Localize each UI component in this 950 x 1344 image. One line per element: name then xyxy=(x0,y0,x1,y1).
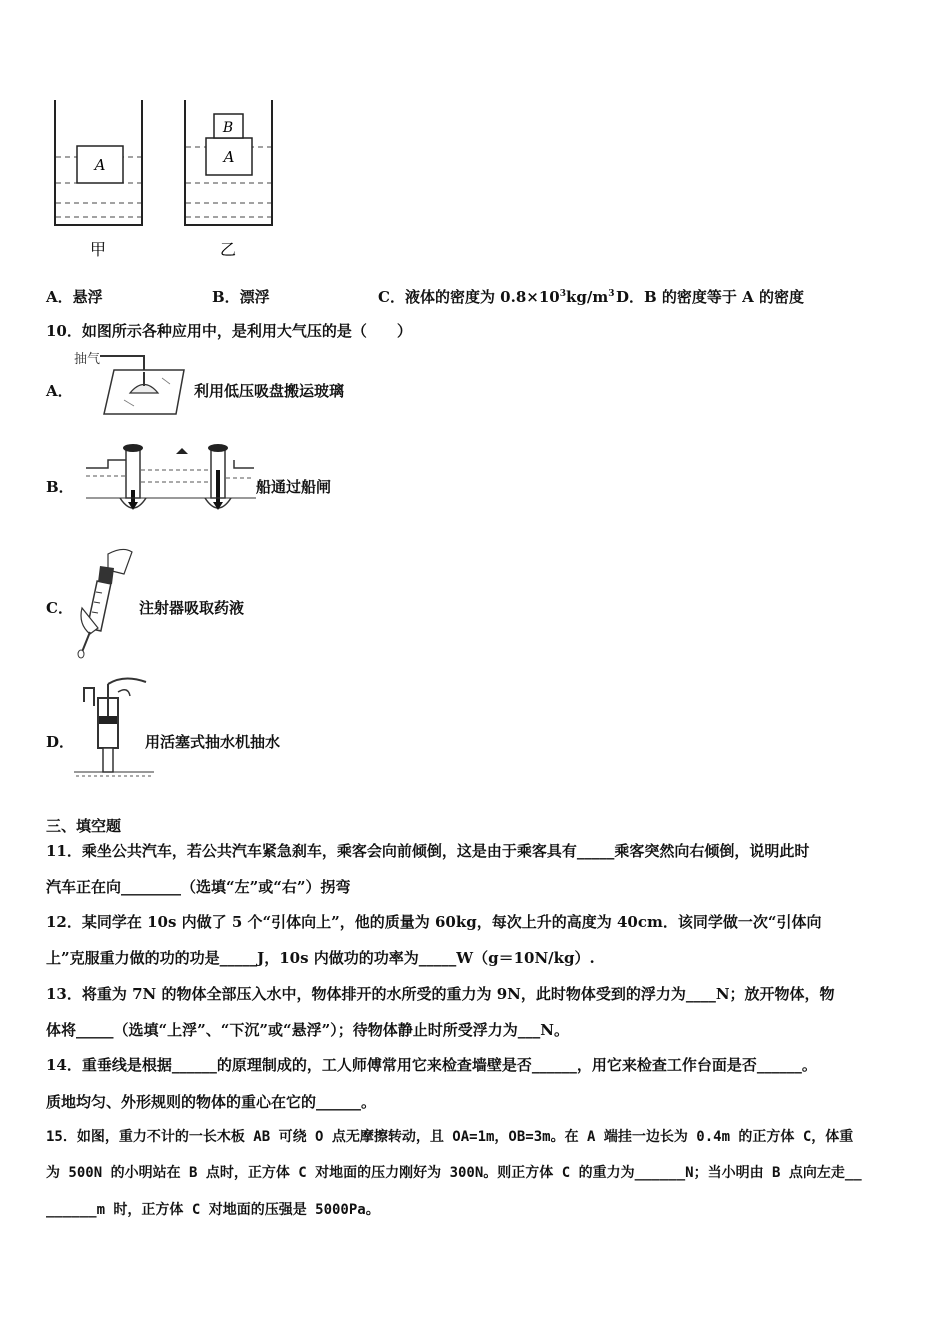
q10-stem: 10．如图所示各种应用中，是利用大气压的是（ ） xyxy=(46,322,412,340)
suction-cup-figure xyxy=(72,348,192,423)
syringe-figure xyxy=(68,544,138,659)
q12-line1: 12．某同学在 10s 内做了 5 个“引体向上”，他的质量为 60kg，每次上升的高度为 40cm．该同学做一次“引体向 xyxy=(46,913,822,931)
caption-jia: 甲 xyxy=(89,240,107,259)
caption-yi: 乙 xyxy=(219,240,237,259)
q10-option-a-label: A． xyxy=(46,382,73,400)
q9-option-d: D．B 的密度等于 A 的密度 xyxy=(616,288,804,306)
q10-option-d-text: 用活塞式抽水机抽水 xyxy=(145,733,281,751)
block-a-left-label: A xyxy=(94,156,106,174)
ship-lock-figure xyxy=(86,440,256,520)
q15-line3: ______m 时，正方体 C 对地面的压强是 5000Pa。 xyxy=(46,1202,380,1218)
block-b-label: B xyxy=(222,120,234,136)
q10-option-b-label: B． xyxy=(46,478,74,496)
q14-line2: 质地均匀、外形规则的物体的重心在它的______。 xyxy=(46,1093,377,1111)
q15-line1: 15．如图，重力不计的一长木板 AB 可绕 O 点无摩擦转动，且 OA=1m，OB=3m。在 A 端挂一边长为 0.4m 的正方体 C，体重 xyxy=(46,1129,854,1145)
q10-option-d-label: D． xyxy=(46,733,75,751)
q9-option-b: B．漂浮 xyxy=(212,288,270,306)
q9-option-a: A．悬浮 xyxy=(46,288,103,306)
q11-line2: 汽车正在向________（选填“左”或“右”）拐弯 xyxy=(46,878,351,896)
q13-line1: 13．将重为 7N 的物体全部压入水中，物体排开的水所受的重力为 9N，此时物体受到的浮力为____N；放开物体，物 xyxy=(46,985,835,1003)
q12-line2: 上”克服重力做的功的功是_____J，10s 内做功的功率为_____W（g＝10N/kg）. xyxy=(46,949,595,967)
q10-option-c-text: 注射器吸取药液 xyxy=(139,599,245,617)
q13-line2: 体将_____（选填“上浮”、“下沉”或“悬浮”）；待物体静止时所受浮力为___N。 xyxy=(46,1021,569,1039)
q9-option-c: C．液体的密度为 $0.8\times 10^3kg/m^3$ xyxy=(378,288,615,306)
q10-option-b-text: 船通过船闸 xyxy=(256,478,332,496)
piston-pump-figure xyxy=(74,676,154,780)
q10-option-a-text: 利用低压吸盘搬运玻璃 xyxy=(194,382,345,400)
section3-heading: 三、填空题 xyxy=(46,817,122,835)
q15-line2: 为 500N 的小明站在 B 点时，正方体 C 对地面的压力刚好为 300N。则正方体 C 的重力为______N；当小明由 B 点向左走__ xyxy=(46,1165,862,1181)
pump-label: 抽气 xyxy=(74,352,101,367)
q10-option-c-label: C． xyxy=(46,599,73,617)
q11-line1: 11．乘坐公共汽车，若公共汽车紧急刹车，乘客会向前倾倒，这是由于乘客具有_____乘客突然向右倾倒，说明此时 xyxy=(46,842,810,860)
block-a-right-label: A xyxy=(223,148,235,166)
q9-figure xyxy=(40,95,290,265)
q14-line1: 14．重垂线是根据______的原理制成的，工人师傅常用它来检查墙壁是否______，用它来检查工作台面是否______。 xyxy=(46,1056,817,1074)
